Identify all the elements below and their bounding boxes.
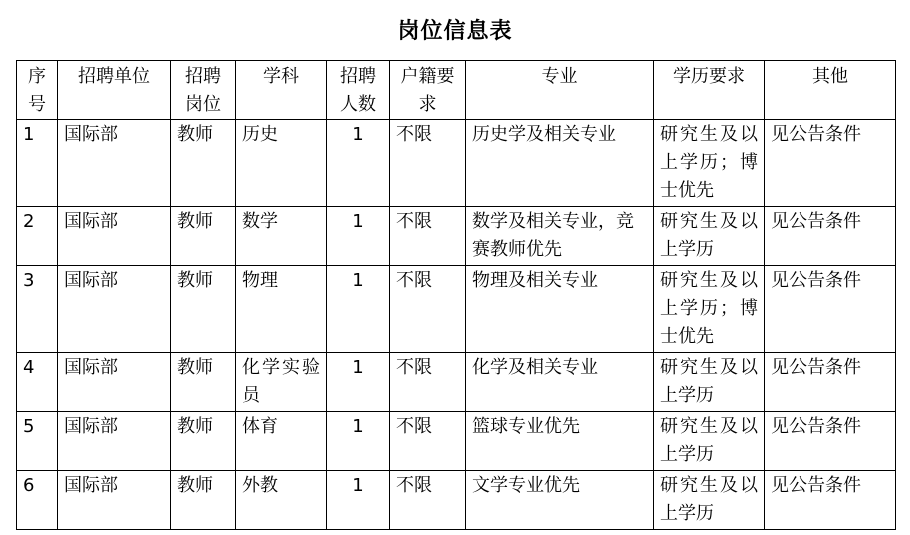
position-info-table — [16, 60, 896, 530]
cell-count: 1 — [327, 207, 390, 266]
header-education: 学历要求 — [654, 61, 765, 120]
cell-hukou: 不限 — [390, 120, 466, 207]
cell-education: 研究生及以上学历 — [654, 471, 765, 530]
cell-unit: 国际部 — [58, 412, 171, 471]
cell-other: 见公告条件 — [765, 471, 896, 530]
cell-position: 教师 — [171, 471, 236, 530]
cell-count: 1 — [327, 353, 390, 412]
cell-position: 教师 — [171, 412, 236, 471]
table-row — [17, 412, 896, 471]
cell-unit: 国际部 — [58, 207, 171, 266]
cell-seq: 4 — [17, 353, 58, 412]
cell-count: 1 — [327, 412, 390, 471]
table-row — [17, 471, 896, 530]
cell-education: 研究生及以上学历 — [654, 207, 765, 266]
cell-major: 化学及相关专业 — [466, 353, 654, 412]
cell-education: 研究生及以上学历 — [654, 353, 765, 412]
header-count: 招聘人数 — [327, 61, 390, 120]
table-row — [17, 120, 896, 207]
header-seq: 序号 — [17, 61, 58, 120]
table-row — [17, 353, 896, 412]
cell-other: 见公告条件 — [765, 353, 896, 412]
cell-major: 历史学及相关专业 — [466, 120, 654, 207]
header-position: 招聘岗位 — [171, 61, 236, 120]
cell-position: 教师 — [171, 207, 236, 266]
cell-subject: 外教 — [236, 471, 327, 530]
cell-seq: 3 — [17, 266, 58, 353]
header-unit: 招聘单位 — [58, 61, 171, 120]
cell-hukou: 不限 — [390, 207, 466, 266]
cell-major: 文学专业优先 — [466, 471, 654, 530]
cell-other: 见公告条件 — [765, 266, 896, 353]
cell-other: 见公告条件 — [765, 207, 896, 266]
cell-count: 1 — [327, 120, 390, 207]
cell-hukou: 不限 — [390, 266, 466, 353]
cell-seq: 5 — [17, 412, 58, 471]
header-other: 其他 — [765, 61, 896, 120]
cell-unit: 国际部 — [58, 266, 171, 353]
cell-hukou: 不限 — [390, 353, 466, 412]
cell-hukou: 不限 — [390, 412, 466, 471]
cell-count: 1 — [327, 471, 390, 530]
cell-subject: 化学实验员 — [236, 353, 327, 412]
cell-seq: 2 — [17, 207, 58, 266]
header-major: 专业 — [466, 61, 654, 120]
cell-major: 篮球专业优先 — [466, 412, 654, 471]
header-subject: 学科 — [236, 61, 327, 120]
cell-unit: 国际部 — [58, 353, 171, 412]
cell-hukou: 不限 — [390, 471, 466, 530]
cell-subject: 物理 — [236, 266, 327, 353]
cell-education: 研究生及以上学历；博士优先 — [654, 266, 765, 353]
cell-position: 教师 — [171, 120, 236, 207]
cell-position: 教师 — [171, 353, 236, 412]
table-row — [17, 207, 896, 266]
cell-seq: 6 — [17, 471, 58, 530]
cell-position: 教师 — [171, 266, 236, 353]
cell-education: 研究生及以上学历；博士优先 — [654, 120, 765, 207]
table-row — [17, 266, 896, 353]
cell-seq: 1 — [17, 120, 58, 207]
cell-major: 数学及相关专业，竞赛教师优先 — [466, 207, 654, 266]
cell-education: 研究生及以上学历 — [654, 412, 765, 471]
cell-unit: 国际部 — [58, 120, 171, 207]
cell-major: 物理及相关专业 — [466, 266, 654, 353]
cell-other: 见公告条件 — [765, 120, 896, 207]
cell-subject: 历史 — [236, 120, 327, 207]
cell-unit: 国际部 — [58, 471, 171, 530]
document-title: 岗位信息表 — [397, 19, 513, 44]
cell-subject: 体育 — [236, 412, 327, 471]
header-hukou: 户籍要求 — [390, 61, 466, 120]
cell-count: 1 — [327, 266, 390, 353]
cell-other: 见公告条件 — [765, 412, 896, 471]
table-header-row — [17, 61, 896, 120]
cell-subject: 数学 — [236, 207, 327, 266]
